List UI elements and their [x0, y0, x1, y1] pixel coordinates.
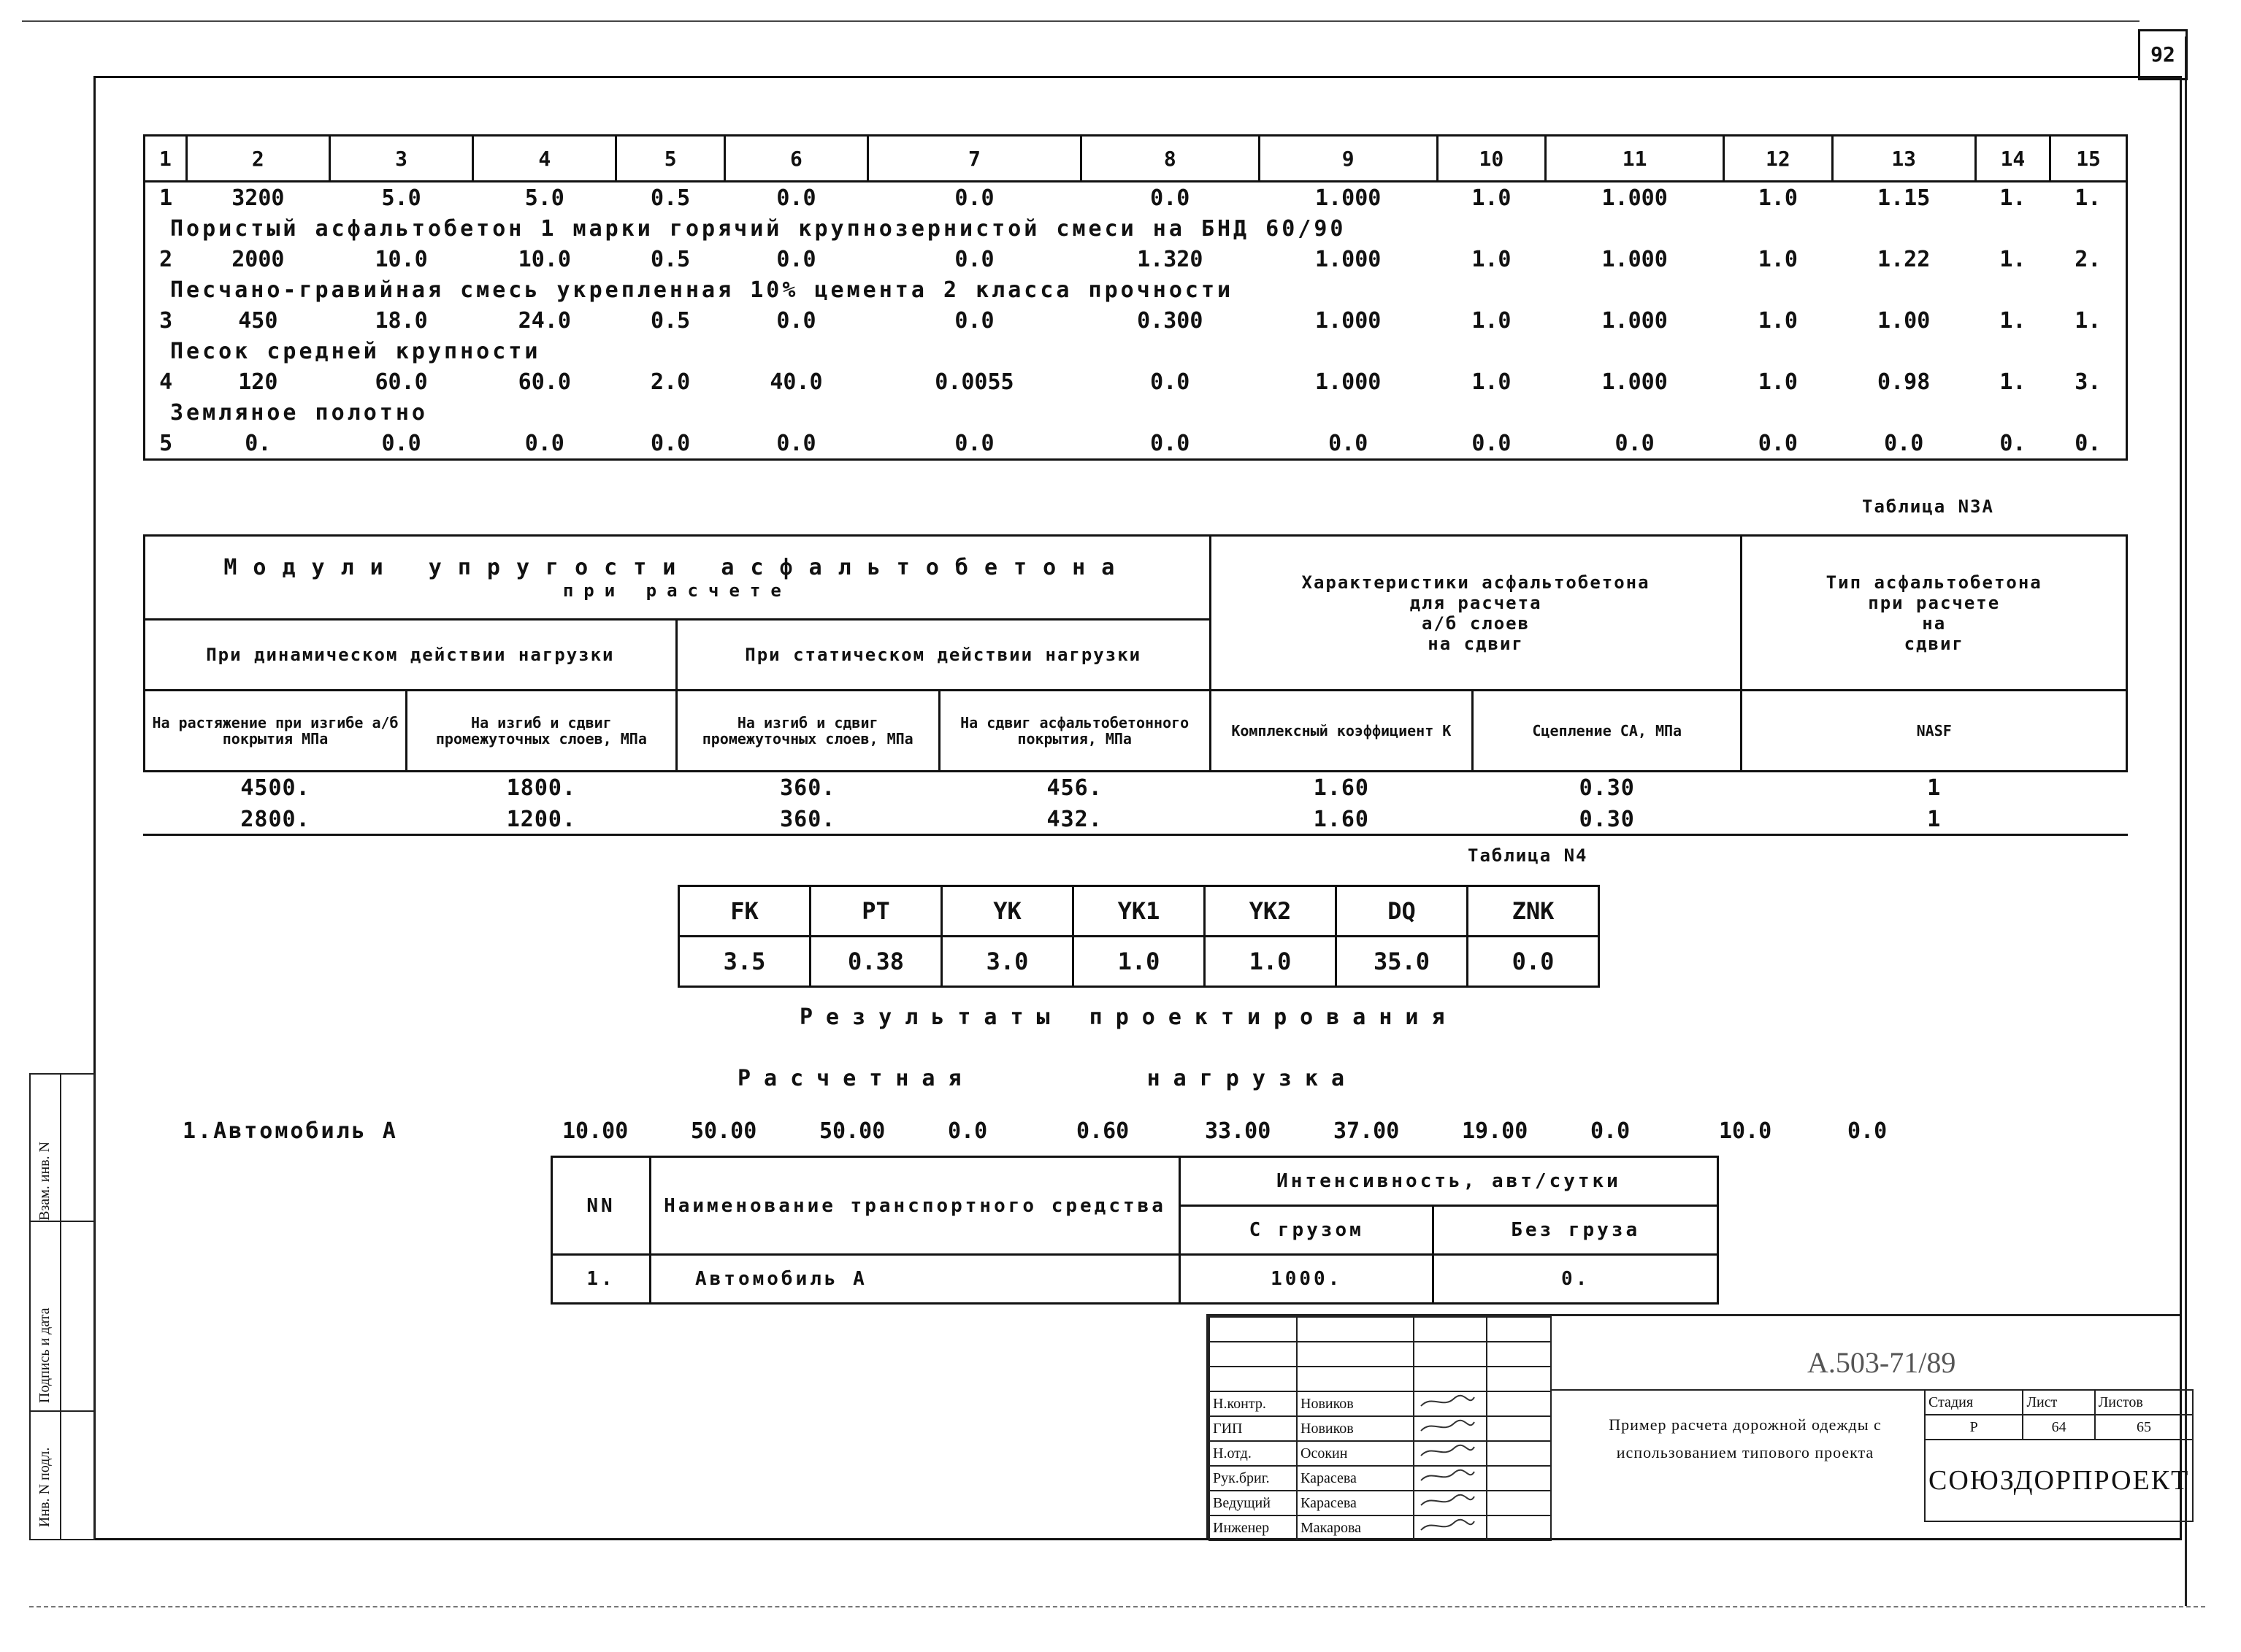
column-header: 11 [1546, 136, 1724, 182]
side-label-replace: Взам. инв. N [37, 1141, 53, 1221]
cell: 1.000 [1315, 369, 1382, 395]
cell: 1.0 [1471, 307, 1512, 334]
signature [1414, 1416, 1487, 1441]
cell: 1.0 [1205, 937, 1336, 987]
side-divider [31, 1410, 93, 1412]
cell: 1.000 [1601, 369, 1668, 395]
cell: 0.38 [811, 937, 942, 987]
load-row [183, 1118, 1976, 1144]
cell: 1.000 [1315, 246, 1382, 272]
cell: 10.0 [375, 246, 428, 272]
column-header: 4 [473, 136, 616, 182]
traffic-table [551, 1156, 1719, 1305]
organization: СОЮЗДОРПРОЕКТ [1925, 1440, 2193, 1521]
static-load-header: При статическом действии нагрузки [676, 620, 1210, 691]
layers-table [143, 134, 2128, 461]
cell: 1800. [407, 772, 677, 804]
load-value: 50.00 [691, 1118, 757, 1144]
characteristics-header: Характеристики асфальтобетона для расчета а/б слоев на сдвиг [1210, 536, 1742, 691]
cell: 1.0 [1758, 185, 1798, 211]
cell: 1 [1927, 807, 1942, 832]
date-cell [1487, 1416, 1551, 1441]
modulus-header: Модули упругости асфальтобетона при расчете [145, 536, 1211, 620]
table-row [145, 772, 2127, 804]
cell: 450 [238, 307, 278, 334]
stamp-name: Новиков [1297, 1391, 1414, 1416]
load-value: 0.0 [948, 1118, 988, 1144]
cell: 432. [1046, 807, 1103, 832]
load-value: 10.00 [562, 1118, 629, 1144]
date-cell [1487, 1491, 1551, 1515]
cell: 0.0 [1758, 430, 1798, 456]
cell: 4500. [145, 772, 407, 804]
col-c1: На растяжение при изгибе а/б покрытия МПа [145, 691, 407, 772]
layers-table-header [145, 136, 2127, 182]
layer-material: Песчано-гравийная смесь укрепленная 10% цемента 2 класса прочности [170, 277, 1234, 303]
cell: 0.0 [1150, 430, 1190, 456]
drawing-title: Пример расчета дорожной одежды с использованием типового проекта [1609, 1415, 1882, 1461]
cell: 0.0 [1150, 369, 1190, 395]
col-c2: На изгиб и сдвиг промежуточных слоев, МПа [407, 691, 677, 772]
table-row [145, 428, 2127, 460]
cell: 0.0 [776, 307, 816, 334]
column-header: 8 [1081, 136, 1259, 182]
cell: 0.0 [1614, 430, 1655, 456]
cell: 1.000 [1601, 307, 1668, 334]
col-c7: NASF [1742, 691, 2127, 772]
stamp-name: Макарова [1297, 1515, 1414, 1540]
cell: 1.0 [1758, 369, 1798, 395]
date-cell [1487, 1515, 1551, 1540]
stamp-name: Карасева [1297, 1491, 1414, 1515]
column-header: 12 [1724, 136, 1832, 182]
cell: 1.0 [1758, 307, 1798, 334]
stamp-name: Новиков [1297, 1416, 1414, 1441]
table-row [145, 305, 2127, 336]
side-label-sign: Подпись и дата [37, 1307, 53, 1403]
load-row-label: 1.Автомобиль А [183, 1118, 398, 1144]
cell: 3200 [231, 185, 285, 211]
column-header: YK [942, 886, 1073, 937]
cell: 1. [1999, 369, 2026, 395]
column-header: DQ [1336, 886, 1468, 937]
with-load-header: С грузом [1180, 1206, 1433, 1255]
cell: 1 [1742, 772, 2127, 804]
date-cell [1487, 1391, 1551, 1416]
stage-label: Стадия [1925, 1390, 2023, 1415]
cell: 0.0 [381, 430, 421, 456]
cell: 1. [2075, 307, 2102, 334]
cell: 0.0 [1884, 430, 1924, 456]
right-border-line [2185, 37, 2187, 1606]
cell: 60.0 [518, 369, 571, 395]
top-border-line [22, 20, 2140, 22]
column-header: 14 [1975, 136, 2050, 182]
column-header: YK1 [1073, 886, 1205, 937]
cell: 1.15 [1877, 185, 1931, 211]
stamp-name: Осокин [1297, 1441, 1414, 1466]
cell: 60.0 [375, 369, 428, 395]
stamp-role: ГИП [1209, 1416, 1297, 1441]
layer-material: Песок средней крупности [170, 338, 541, 364]
vehicle-name-header: Наименование транспортного средства [651, 1157, 1180, 1255]
cell: 1 [159, 185, 173, 211]
cell: 1.000 [1601, 185, 1668, 211]
drawing-code: А.503-71/89 [1807, 1346, 1956, 1379]
cell: 0.0 [954, 185, 995, 211]
nn-header: NN [552, 1157, 651, 1255]
without-load-header: Без груза [1433, 1206, 1718, 1255]
cell: 1.0 [1471, 369, 1512, 395]
parameters-table [678, 885, 1600, 988]
cell: 1.0 [1073, 937, 1205, 987]
cell: 2. [2075, 246, 2102, 272]
sheets-value: 65 [2095, 1415, 2194, 1440]
cell: 120 [238, 369, 278, 395]
cell: 1.60 [1313, 807, 1369, 832]
load-value: 19.00 [1462, 1118, 1528, 1144]
load-value: 0.0 [1847, 1118, 1888, 1144]
cell: 1.00 [1877, 307, 1931, 334]
cell: 5.0 [381, 185, 421, 211]
cell: 0.5 [651, 185, 691, 211]
side-divider [60, 1075, 61, 1539]
cell: 1.22 [1877, 246, 1931, 272]
stamp-role: Н.контр. [1209, 1391, 1297, 1416]
column-header: 3 [329, 136, 472, 182]
cell: 0.0 [1468, 937, 1599, 987]
sheet-value: 64 [2023, 1415, 2094, 1440]
load-value: 10.0 [1719, 1118, 1772, 1144]
column-header: 9 [1259, 136, 1437, 182]
cell: 3 [159, 307, 173, 334]
cell: 10.0 [518, 246, 571, 272]
cell: 18.0 [375, 307, 428, 334]
signature [1414, 1441, 1487, 1466]
load-value: 37.00 [1333, 1118, 1400, 1144]
load-title: Расчетная нагрузка [738, 1066, 1358, 1091]
stamp-role: Рук.бриг. [1209, 1466, 1297, 1491]
stamp-name: Карасева [1297, 1466, 1414, 1491]
cell: 0.0 [776, 185, 816, 211]
sheet-info [1924, 1389, 2194, 1522]
cell: 1. [1999, 185, 2026, 211]
cell: 360. [676, 772, 939, 804]
cell: 1. [2075, 185, 2102, 211]
side-strip [29, 1073, 95, 1540]
cell: 3.0 [942, 937, 1073, 987]
layer-material: Земляное полотно [170, 399, 428, 426]
signature [1414, 1491, 1487, 1515]
cell: 0.5 [651, 246, 691, 272]
stamp-role: Инженер [1209, 1515, 1297, 1540]
cell: Автомобиль А [651, 1255, 1180, 1304]
cell: 0.0 [954, 246, 995, 272]
cell: 0.0055 [935, 369, 1014, 395]
table-row [145, 366, 2127, 397]
cell: 40.0 [770, 369, 823, 395]
cell: 5 [159, 430, 173, 456]
cell: 0.98 [1877, 369, 1931, 395]
cell: 1. [1999, 307, 2026, 334]
column-header: PT [811, 886, 942, 937]
cell: 1.000 [1315, 185, 1382, 211]
load-value: 0.0 [1590, 1118, 1631, 1144]
col-c3: На изгиб и сдвиг промежуточных слоев, МПа [676, 691, 939, 772]
sheet-label: Лист [2023, 1390, 2094, 1415]
cell: 1.000 [1601, 246, 1668, 272]
layer-material: Пористый асфальтобетон 1 марки горячий крупнозернистой смеси на БНД 60/90 [170, 215, 1346, 242]
cell: 1.0 [1471, 246, 1512, 272]
cell: 1.0 [1471, 185, 1512, 211]
column-header: 15 [2050, 136, 2127, 182]
cell: 3. [2075, 369, 2102, 395]
cell: 2 [159, 246, 173, 272]
side-divider [31, 1221, 93, 1222]
column-header: ZNK [1468, 886, 1599, 937]
table-row [552, 1255, 1718, 1304]
cell: 1. [552, 1255, 651, 1304]
date-cell [1487, 1466, 1551, 1491]
load-value: 50.00 [819, 1118, 886, 1144]
signature [1414, 1466, 1487, 1491]
col-c5: Комплексный коэффициент К [1210, 691, 1472, 772]
column-header: 1 [145, 136, 187, 182]
cell: 0.0 [1150, 185, 1190, 211]
cell: 2.0 [651, 369, 691, 395]
col-c4: На сдвиг асфальтобетонного покрытия, МПа [939, 691, 1210, 772]
column-header: 7 [868, 136, 1081, 182]
cell: 456. [939, 772, 1210, 804]
column-header: 10 [1437, 136, 1545, 182]
cell: 0.300 [1137, 307, 1203, 334]
column-header: 6 [724, 136, 867, 182]
cell: 360. [780, 807, 836, 832]
cell: 0.0 [954, 307, 995, 334]
stamp-role: Ведущий [1209, 1491, 1297, 1515]
column-header: YK2 [1205, 886, 1336, 937]
cell: 3.5 [679, 937, 811, 987]
column-header: 5 [616, 136, 724, 182]
signature-table [1208, 1316, 1552, 1541]
column-header: 2 [186, 136, 329, 182]
cell: 24.0 [518, 307, 571, 334]
sheets-label: Листов [2095, 1390, 2194, 1415]
cell: 1200. [506, 807, 577, 832]
col-c6: Сцепление СА, МПа [1473, 691, 1742, 772]
cell: 1.60 [1210, 772, 1472, 804]
asphalt-modulus-table [143, 534, 2128, 835]
cell: 1. [1999, 246, 2026, 272]
cell: 0. [1999, 430, 2026, 456]
cell: 0.0 [651, 430, 691, 456]
results-title: Результаты проектирования [800, 1004, 1458, 1030]
table-row [145, 244, 2127, 274]
column-header: FK [679, 886, 811, 937]
table3a-caption: Таблица N3А [1862, 496, 1994, 517]
date-cell [1487, 1441, 1551, 1466]
title-block [1206, 1314, 2190, 1538]
cell: 0.30 [1579, 807, 1635, 832]
stage-value: Р [1925, 1415, 2023, 1440]
table4-caption: Таблица N4 [1468, 845, 1588, 866]
cell: 0. [245, 430, 272, 456]
cell: 35.0 [1336, 937, 1468, 987]
load-value: 0.60 [1076, 1118, 1130, 1144]
page-number-box: 92 [2138, 29, 2188, 80]
table3a-bottom-line [143, 834, 2128, 836]
cell: 0.0 [1471, 430, 1512, 456]
cell: 0. [1433, 1255, 1718, 1304]
cell: 0.0 [524, 430, 564, 456]
stamp-role: Н.отд. [1209, 1441, 1297, 1466]
cell: 0. [2075, 430, 2102, 456]
column-header: 13 [1832, 136, 1975, 182]
cell: 1.0 [1758, 246, 1798, 272]
cell: 0.30 [1473, 772, 1742, 804]
bottom-border-line [29, 1606, 2205, 1607]
cell: 0.0 [776, 430, 816, 456]
signature [1414, 1391, 1487, 1416]
type-header: Тип асфальтобетона при расчете на сдвиг [1742, 536, 2127, 691]
table-row [145, 804, 2127, 835]
cell: 4 [159, 369, 173, 395]
load-value: 33.00 [1205, 1118, 1271, 1144]
cell: 1.320 [1137, 246, 1203, 272]
cell: 0.0 [776, 246, 816, 272]
cell: 5.0 [524, 185, 564, 211]
cell: 1000. [1180, 1255, 1433, 1304]
side-label-inv: Инв. N подл. [37, 1447, 53, 1527]
cell: 0.5 [651, 307, 691, 334]
signature [1414, 1515, 1487, 1540]
table-row [145, 182, 2127, 214]
cell: 0.0 [1328, 430, 1368, 456]
cell: 0.0 [954, 430, 995, 456]
cell: 2800. [240, 807, 310, 832]
dynamic-load-header: При динамическом действии нагрузки [145, 620, 677, 691]
cell: 2000 [231, 246, 285, 272]
intensity-header: Интенсивность, авт/сутки [1180, 1157, 1718, 1206]
cell: 1.000 [1315, 307, 1382, 334]
